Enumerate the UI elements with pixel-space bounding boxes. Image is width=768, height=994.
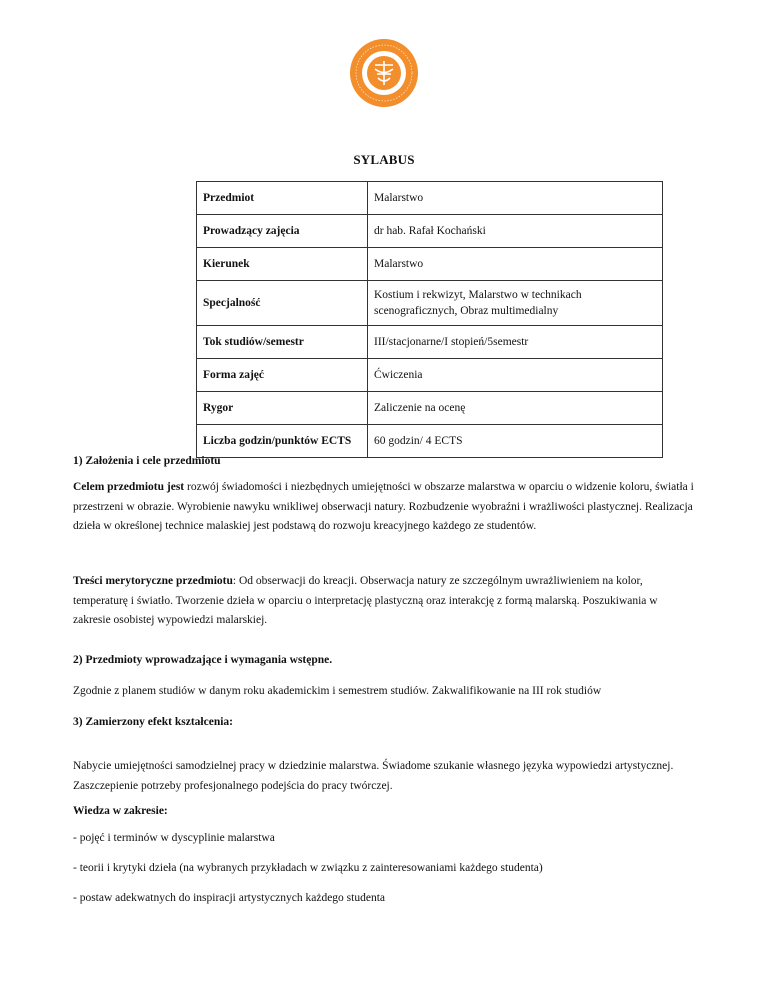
row-value: Ćwiczenia xyxy=(368,359,663,392)
row-label: Specjalność xyxy=(197,281,368,326)
row-value: Zaliczenie na ocenę xyxy=(368,392,663,425)
section-1-paragraph-2 xyxy=(73,572,698,631)
row-value: Kostium i rekwizyt, Malarstwo w technikach scenograficznych, Obraz multimedialny xyxy=(368,281,663,326)
list-item: - pojęć i terminów w dyscyplinie malarstwa xyxy=(73,832,275,844)
section-3-heading: 3) Zamierzony efekt kształcenia: xyxy=(73,716,234,728)
knowledge-heading: Wiedza w zakresie: xyxy=(73,805,168,817)
table-row xyxy=(197,182,663,215)
list-item: - postaw adekwatnych do inspiracji artystycznych każdego studenta xyxy=(73,892,385,904)
table-row xyxy=(197,248,663,281)
section-2-text: Zgodnie z planem studiów w danym roku akademickim i semestrem studiów. Zakwalifikowanie na III rok studiów xyxy=(73,685,602,697)
table-row xyxy=(197,392,663,425)
section-3-text: Nabycie umiejętności samodzielnej pracy w dziedzinie malarstwa. Świadome szukanie własnego języka wypowiedzi artystycznej. Zaszczepienie potrzeby profesjonalnego podejścia do pracy twórczej. xyxy=(73,760,674,792)
row-value: Malarstwo xyxy=(368,248,663,281)
row-label: Liczba godzin/punktów ECTS xyxy=(197,425,368,458)
section-1-heading: 1) Założenia i cele przedmiotu xyxy=(73,455,221,467)
syllabus-table xyxy=(196,181,663,458)
document-title: SYLABUS xyxy=(353,152,415,167)
row-value: dr hab. Rafał Kochański xyxy=(368,215,663,248)
section-1-paragraph-1 xyxy=(73,478,698,537)
table-row xyxy=(197,425,663,458)
row-label: Forma zajęć xyxy=(197,359,368,392)
section-2-heading: 2) Przedmioty wprowadzające i wymagania wstępne. xyxy=(73,654,333,666)
row-value: III/stacjonarne/I stopień/5semestr xyxy=(368,326,663,359)
row-label: Kierunek xyxy=(197,248,368,281)
table-row xyxy=(197,281,663,326)
table-row xyxy=(197,215,663,248)
paragraph-lead: Celem przedmiotu jest xyxy=(73,481,185,493)
row-label: Tok studiów/semestr xyxy=(197,326,368,359)
row-label: Rygor xyxy=(197,392,368,425)
school-logo xyxy=(349,38,419,108)
paragraph-text: : Od obserwacji do kreacji. Obserwacja natury ze szczególnym uwrażliwieniem na kolor, temperaturę i światło. Tworzenie dzieła w oparciu o interpretację plastyczną oraz interakcję z formą malarską. Poszukiwania w zakresie osobistej wypowiedzi malarskiej. xyxy=(73,575,658,626)
row-label: Przedmiot xyxy=(197,182,368,215)
table-row xyxy=(197,359,663,392)
row-label: Prowadzący zajęcia xyxy=(197,215,368,248)
row-value: 60 godzin/ 4 ECTS xyxy=(368,425,663,458)
paragraph-text: rozwój świadomości i niezbędnych umiejętności w obszarze malarstwa w oparciu o widzenie koloru, światła i przestrzeni w obrazie. Wyrobienie nawyku wnikliwej obserwacji natury. Rozbudzenie wyobraźni i wrażliwości plastycznej. Realizacja dzieła w określonej technice malaskiej jest podstawą do rozwoju kreacyjnego każdego ze studentów. xyxy=(73,481,694,532)
row-value: Malarstwo xyxy=(368,182,663,215)
paragraph-lead: Treści merytoryczne przedmiotu xyxy=(73,575,233,587)
table-row xyxy=(197,326,663,359)
list-item: - teorii i krytyki dzieła (na wybranych przykładach w związku z zainteresowaniami każdego studenta) xyxy=(73,862,543,874)
